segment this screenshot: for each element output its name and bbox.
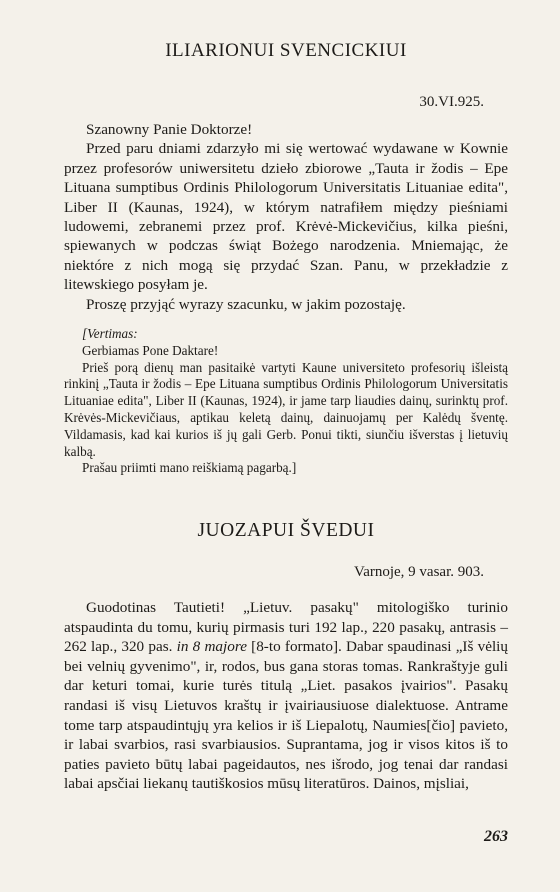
letter-closing: Proszę przyjąć wyrazy szacunku, w jakim pozostaję.: [86, 295, 406, 313]
letter-body-polish: [64, 120, 508, 314]
letter-date: 30.VI.925.: [419, 94, 484, 110]
letter-heading-svencickiui: ILIARIONUI SVENCICKIUI: [165, 40, 407, 61]
letter-paragraph: [64, 598, 508, 794]
letter-text: Guodotinas Tautieti! „Lietuv. pasakų" mitologiško turinio atspaudinta du tomu, kurių pirmasis turi 192 lap., 220 pasakų, antrasis – 262 lap., 320 pas.: [64, 599, 508, 656]
letter-body-lithuanian: [64, 598, 508, 794]
translation-closing: Prašau priimti mano reiškiamą pagarbą.]: [82, 460, 297, 476]
letter-text-italic: in 8 majore: [176, 638, 247, 656]
letter-place-date: Varnoje, 9 vasar. 903.: [354, 564, 484, 580]
letter-heading-svedui: JUOZAPUI ŠVEDUI: [197, 520, 375, 541]
letter-paragraph: Przed paru dniami zdarzyło mi się wertować wydawane w Kownie przez profesorów uniwersitetu dzieło zbiorowe „Tauta ir žodis – Epe Lituana sumptibus Ordinis Philologorum Universitatis Lituaniae edita", Liber II (Kaunas, 1924), w którym natrafiłem między pieśniami ludowemi, zebranemi przez prof. Krėvė-Mickevičius, kilka pieśni, spiewanych w podczas świąt Bożego narodzenia. Mniemając, że niektóre z nich mogą się przydać Szan. Panu, w przekładzie z litewskiego posyłam je.: [64, 140, 508, 294]
salutation: Szanowny Panie Doktorze!: [86, 121, 253, 138]
letter-text: [8-to formato]. Dabar spaudinasi „Iš vėlių bei velnių gyvenimo", ir, rodos, bus gana storas tomas. Rankraštyje guli dar keturi tomai, kurie turės titulą „Liet. pasakos įvairios". Pasakų randasi iš visų Lietuvos kraštų ir įvairiausiuose dialektuose. Antrame tome tarp atspaudintųjų yra kelios ir iš Liepalotų, Naumies[čio] pavieto, ir labai svarbios, rasi svarbiausios. Suprantama, jog ir visos kitos iš to paties pavieto būtų labai pageidautos, nes išrodo, jog tenai dar randasi labai apsčiai liekanų tautiškosios mūsų literatūros. Dainos, mįsliai,: [64, 638, 508, 793]
page-number: 263: [484, 828, 508, 845]
translation-block: [64, 326, 508, 477]
translation-salutation: Gerbiamas Pone Daktare!: [82, 342, 219, 358]
translation-label: [Vertimas:: [82, 326, 138, 341]
translation-paragraph: Prieš porą dienų man pasitaikė vartyti Kaune universiteto profesorių išleistą rinkinį „Tauta ir žodis – Epe Lituana sumptibus Ordinis Philologorum Universitatis Lituaniae edita", Liber II (Kaunas, 1924), ir jame tarp liaudies dainų, surinktų prof. Krėvės-Mickevičiaus, aptikau keletą dainų, dainuojamų per Kalėdų šventę. Vildamasis, kad kai kurios iš jų gali Gerb. Ponui tikti, siunčiu išverstas į lietuvių kalbą.: [64, 359, 508, 459]
